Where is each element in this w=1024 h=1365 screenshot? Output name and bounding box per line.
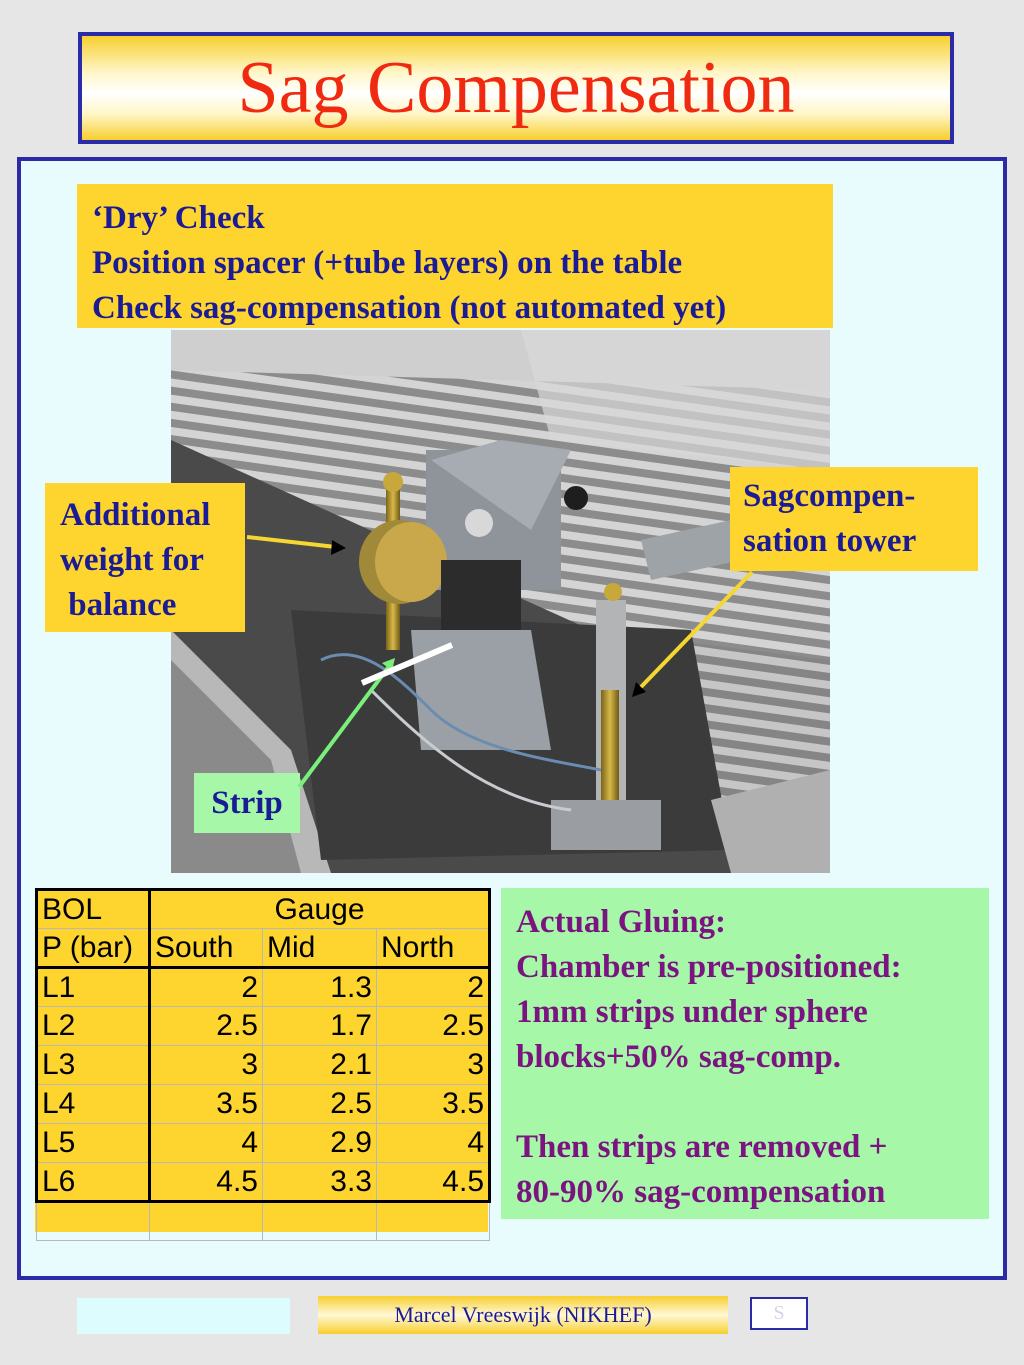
table-cell	[263, 1202, 377, 1241]
footer-author: Marcel Vreeswijk (NIKHEF)	[318, 1296, 728, 1334]
table-empty-row	[37, 1202, 490, 1241]
gluing-box	[501, 888, 989, 1219]
table-cell: 4	[377, 1124, 490, 1163]
table-row	[37, 1085, 490, 1124]
row-label: L5	[37, 1124, 150, 1163]
row-label: L6	[37, 1163, 150, 1202]
dry-check-line: Check sag-compensation (not automated yet)	[92, 290, 727, 326]
slide-title: Sag Compensation	[237, 47, 795, 129]
column-header: North	[377, 929, 490, 968]
gluing-heading: Actual Gluing:	[516, 904, 726, 940]
table-cell: 2.5	[150, 1007, 263, 1046]
pressure-grid	[35, 888, 491, 1241]
gluing-line: blocks+50% sag-comp.	[516, 1039, 841, 1075]
column-header: South	[150, 929, 263, 968]
strip-callout: Strip	[194, 773, 300, 833]
gluing-line: 1mm strips under sphere	[516, 994, 868, 1030]
table-row	[37, 968, 490, 1007]
gluing-line: Chamber is pre-positioned:	[516, 949, 902, 985]
table-cell: 4.5	[377, 1163, 490, 1202]
table-row	[37, 1163, 490, 1202]
row-label: L1	[37, 968, 150, 1007]
gluing-line: 80-90% sag-compensation	[516, 1174, 886, 1210]
table-cell: 3.3	[263, 1163, 377, 1202]
table-row	[37, 1046, 490, 1085]
table-cell: 3.5	[377, 1085, 490, 1124]
table-row	[37, 1007, 490, 1046]
tower-callout-line: sation tower	[743, 523, 917, 559]
table-cell: 2.9	[263, 1124, 377, 1163]
dry-check-box	[77, 184, 833, 328]
table-cell: 2.5	[377, 1007, 490, 1046]
table-subheader-row	[37, 929, 490, 968]
table-cell: 2	[150, 968, 263, 1007]
table-header-row	[37, 890, 490, 929]
table-cell: 3	[150, 1046, 263, 1085]
weight-callout-line: weight for	[60, 542, 204, 578]
weight-callout-line: Additional	[60, 497, 211, 533]
dry-check-line: Position spacer (+tube layers) on the table	[92, 245, 683, 281]
gluing-line: Then strips are removed +	[516, 1129, 888, 1165]
weight-callout-line: balance	[60, 587, 177, 623]
column-header: Mid	[263, 929, 377, 968]
row-label: L3	[37, 1046, 150, 1085]
footer-left-block	[77, 1298, 290, 1334]
table-cell	[150, 1202, 263, 1241]
weight-callout	[45, 483, 245, 632]
table-cell: 2.5	[263, 1085, 377, 1124]
table-cell: 2.1	[263, 1046, 377, 1085]
gluing-line	[516, 1080, 989, 1125]
table-cell: 4.5	[150, 1163, 263, 1202]
slide-number-box: S	[750, 1297, 808, 1330]
row-label: L4	[37, 1085, 150, 1124]
gauge-header: Gauge	[150, 890, 490, 929]
table-cell: 2	[377, 968, 490, 1007]
pressure-table	[35, 888, 488, 1232]
row-label: L2	[37, 1007, 150, 1046]
table-cell: 1.3	[263, 968, 377, 1007]
table-cell: 1.7	[263, 1007, 377, 1046]
table-cell	[377, 1202, 490, 1241]
title-banner	[78, 32, 954, 144]
table-cell: 3.5	[150, 1085, 263, 1124]
corner-cell: BOL	[37, 890, 150, 929]
table-cell: 3	[377, 1046, 490, 1085]
dry-check-heading: ‘Dry’ Check	[92, 200, 265, 236]
row-header-label: P (bar)	[37, 929, 150, 968]
table-cell	[37, 1202, 150, 1241]
table-row	[37, 1124, 490, 1163]
table-cell: 4	[150, 1124, 263, 1163]
tower-callout	[730, 467, 978, 571]
tower-callout-line: Sagcompen-	[743, 478, 916, 514]
